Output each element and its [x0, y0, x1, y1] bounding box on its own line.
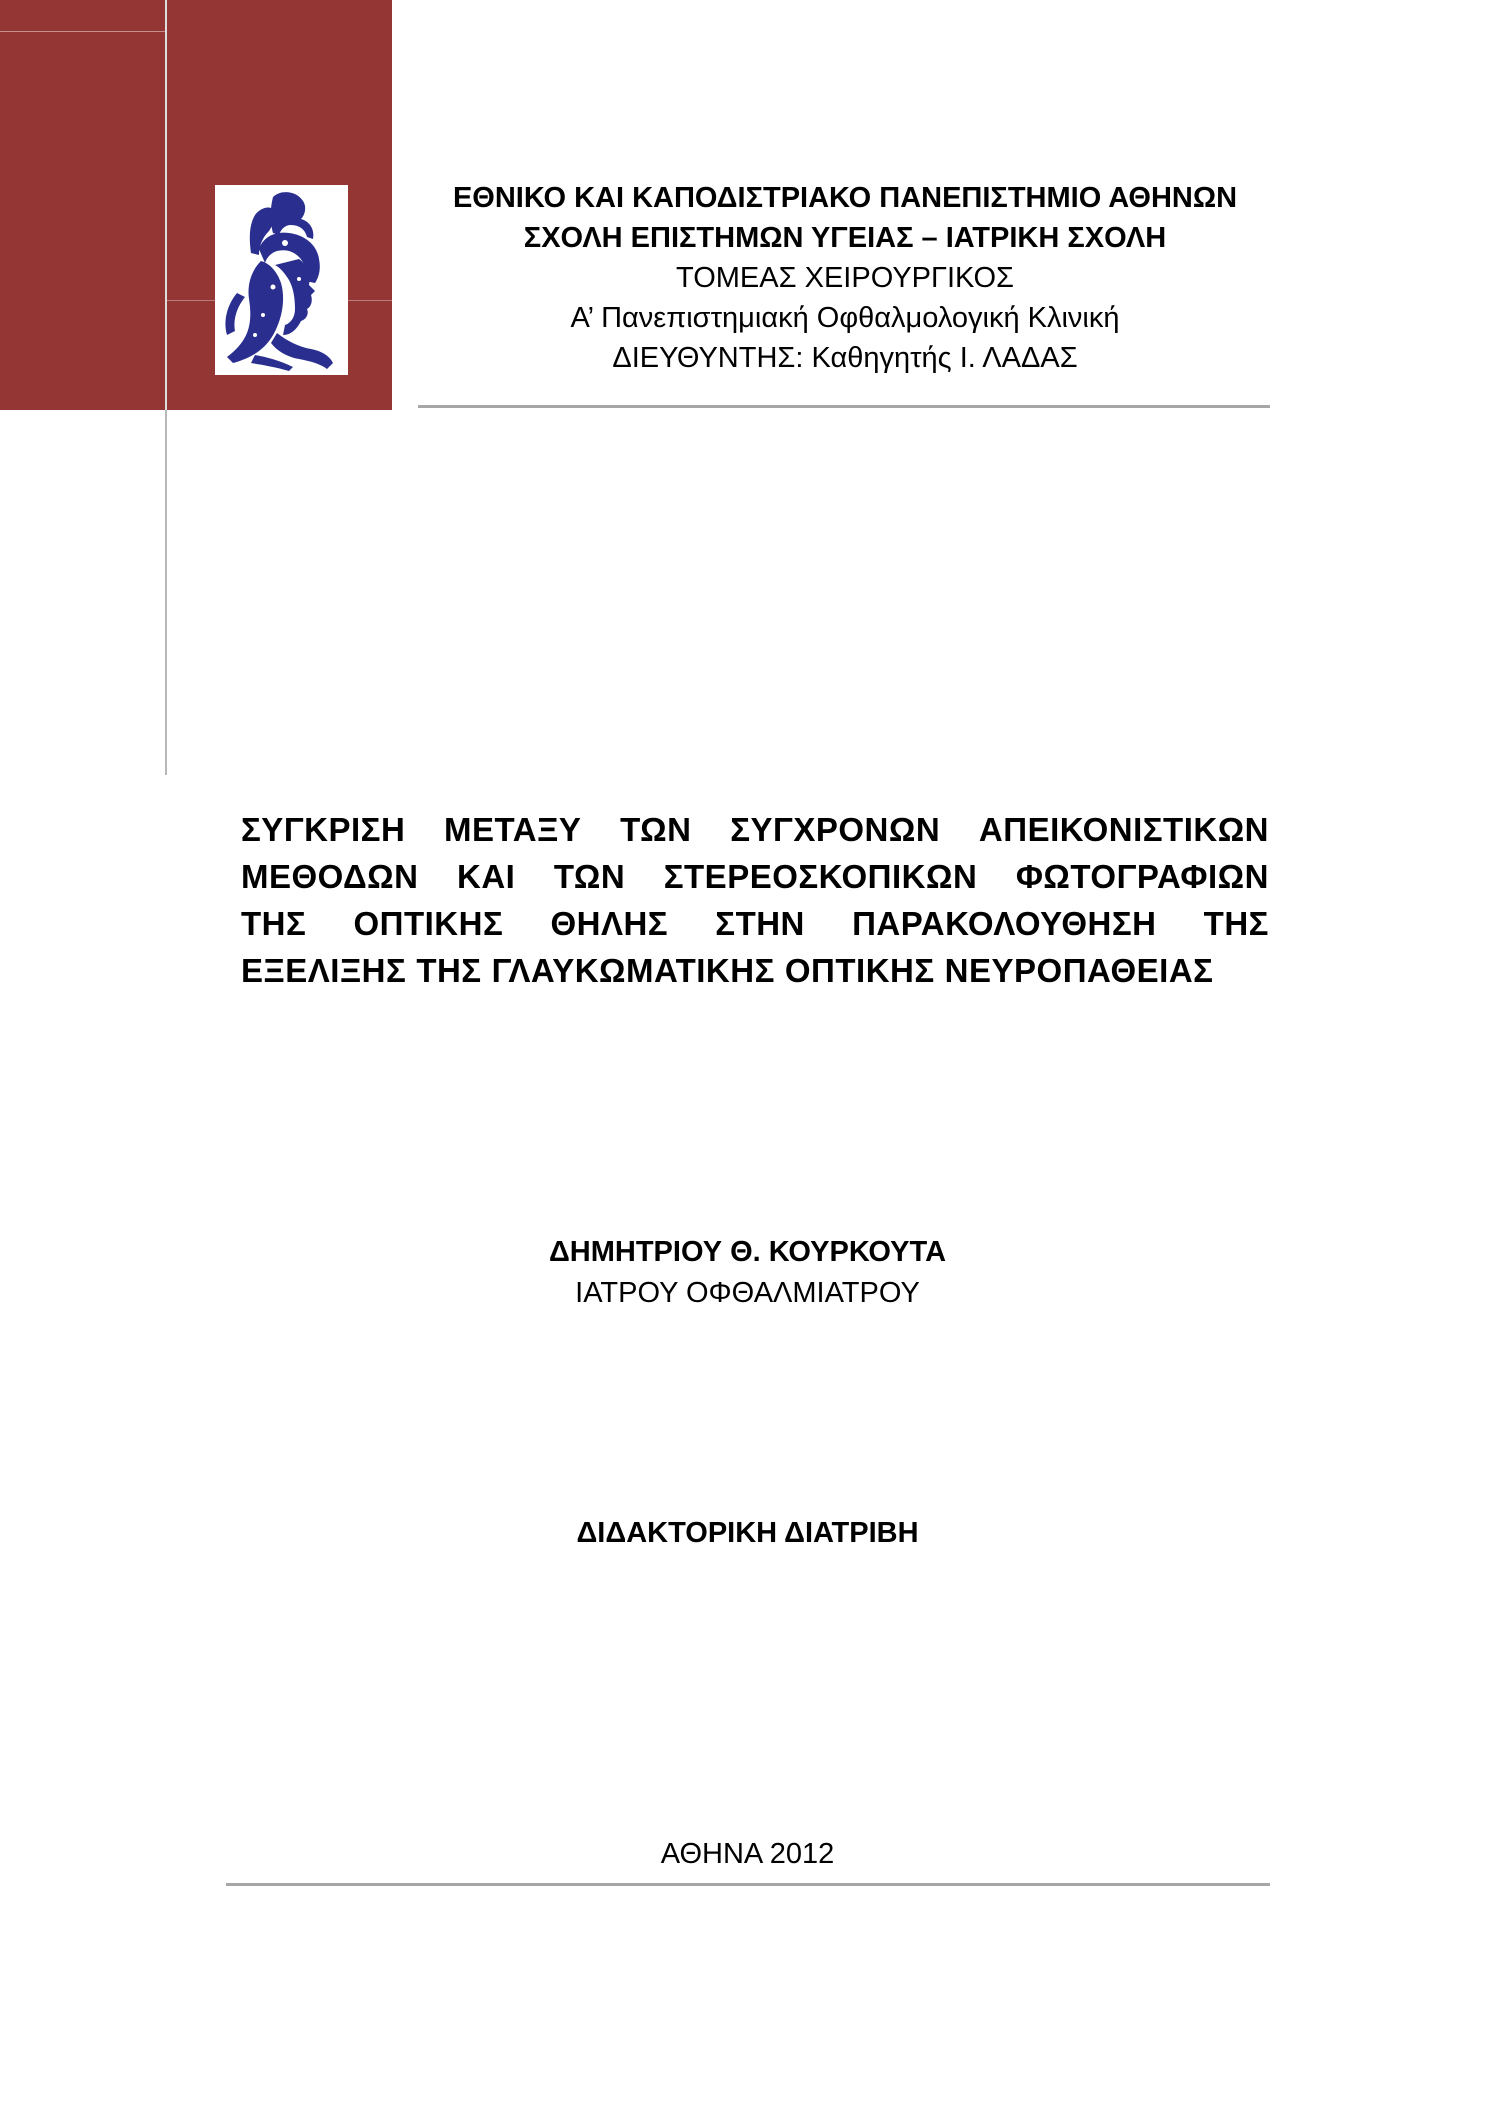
- title-word: ΣΤΕΡΕΟΣΚΟΠΙΚΩΝ: [663, 858, 978, 895]
- header-divider: [418, 405, 1270, 408]
- author-block: [420, 1232, 1075, 1314]
- title-line: [241, 947, 1269, 994]
- title-word: ΠΑΡΑΚΟΛΟΥΘΗΣΗ: [852, 905, 1157, 942]
- title-line: [241, 806, 1269, 853]
- place-year: ΑΘΗΝΑ 2012: [660, 1838, 835, 1870]
- title-word: ΕΞΕΛΙΞΗΣ: [241, 952, 407, 989]
- title-line: [241, 900, 1269, 947]
- title-word: ΤΗΣ: [241, 905, 307, 942]
- title-word: ΚΑΙ: [456, 858, 516, 895]
- thesis-type: ΔΙΔΑΚΤΟΡΙΚΗ ΔΙΑΤΡΙΒΗ: [576, 1517, 919, 1549]
- title-line: [241, 853, 1269, 900]
- university-logo: [215, 185, 348, 375]
- author-role: ΙΑΤΡΟΥ ΟΦΘΑΛΜΙΑΤΡΟΥ: [575, 1277, 920, 1309]
- title-word: ΣΤΗΝ: [715, 905, 805, 942]
- thesis-title: [241, 806, 1269, 994]
- institution-header: [420, 178, 1270, 378]
- title-word: ΜΕΤΑΞΥ: [444, 811, 582, 848]
- title-word: ΣΥΓΚΡΙΣΗ: [241, 811, 406, 848]
- footer-divider: [226, 1883, 1270, 1886]
- title-word: ΤΩΝ: [553, 858, 626, 895]
- title-word: ΤΩΝ: [620, 811, 692, 848]
- director-line: ΔΙΕΥΘΥΝΤΗΣ: Καθηγητής Ι. ΛΑΔΑΣ: [612, 342, 1078, 374]
- author-name: ΔΗΜΗΤΡΙΟΥ Θ. ΚΟΥΡΚΟΥΤΑ: [548, 1236, 947, 1268]
- title-word: ΤΗΣ: [1203, 905, 1269, 942]
- decorative-gridline: [0, 31, 165, 32]
- department-name: ΤΟΜΕΑΣ ΧΕΙΡΟΥΡΓΙΚΟΣ: [676, 262, 1014, 294]
- title-word: ΣΥΓΧΡΟΝΩΝ: [730, 811, 941, 848]
- title-word: ΝΕΥΡΟΠΑΘΕΙΑΣ: [944, 952, 1214, 989]
- university-name: ΕΘΝΙΚΟ ΚΑΙ ΚΑΠΟΔΙΣΤΡΙΑΚΟ ΠΑΝΕΠΙΣΤΗΜΙΟ ΑΘΗΝΩΝ: [452, 182, 1238, 214]
- clinic-name: Α’ Πανεπιστημιακή Οφθαλμολογική Κλινική: [570, 302, 1120, 334]
- title-word: ΦΩΤΟΓΡΑΦΙΩΝ: [1015, 858, 1269, 895]
- title-word: ΓΛΑΥΚΩΜΑΤΙΚΗΣ: [491, 952, 775, 989]
- title-word: ΑΠΕΙΚΟΝΙΣΤΙΚΩΝ: [978, 811, 1269, 848]
- school-name: ΣΧΟΛΗ ΕΠΙΣΤΗΜΩΝ ΥΓΕΙΑΣ – ΙΑΤΡΙΚΗ ΣΧΟΛΗ: [523, 222, 1167, 254]
- decorative-vertical-line: [165, 0, 167, 410]
- title-word: ΤΗΣ: [416, 952, 482, 989]
- title-word: ΜΕΘΟΔΩΝ: [241, 858, 419, 895]
- title-word: ΟΠΤΙΚΗΣ: [784, 952, 935, 989]
- title-word: ΟΠΤΙΚΗΣ: [353, 905, 504, 942]
- athena-head-logo-icon: [215, 185, 348, 375]
- title-word: ΘΗΛΗΣ: [550, 905, 669, 942]
